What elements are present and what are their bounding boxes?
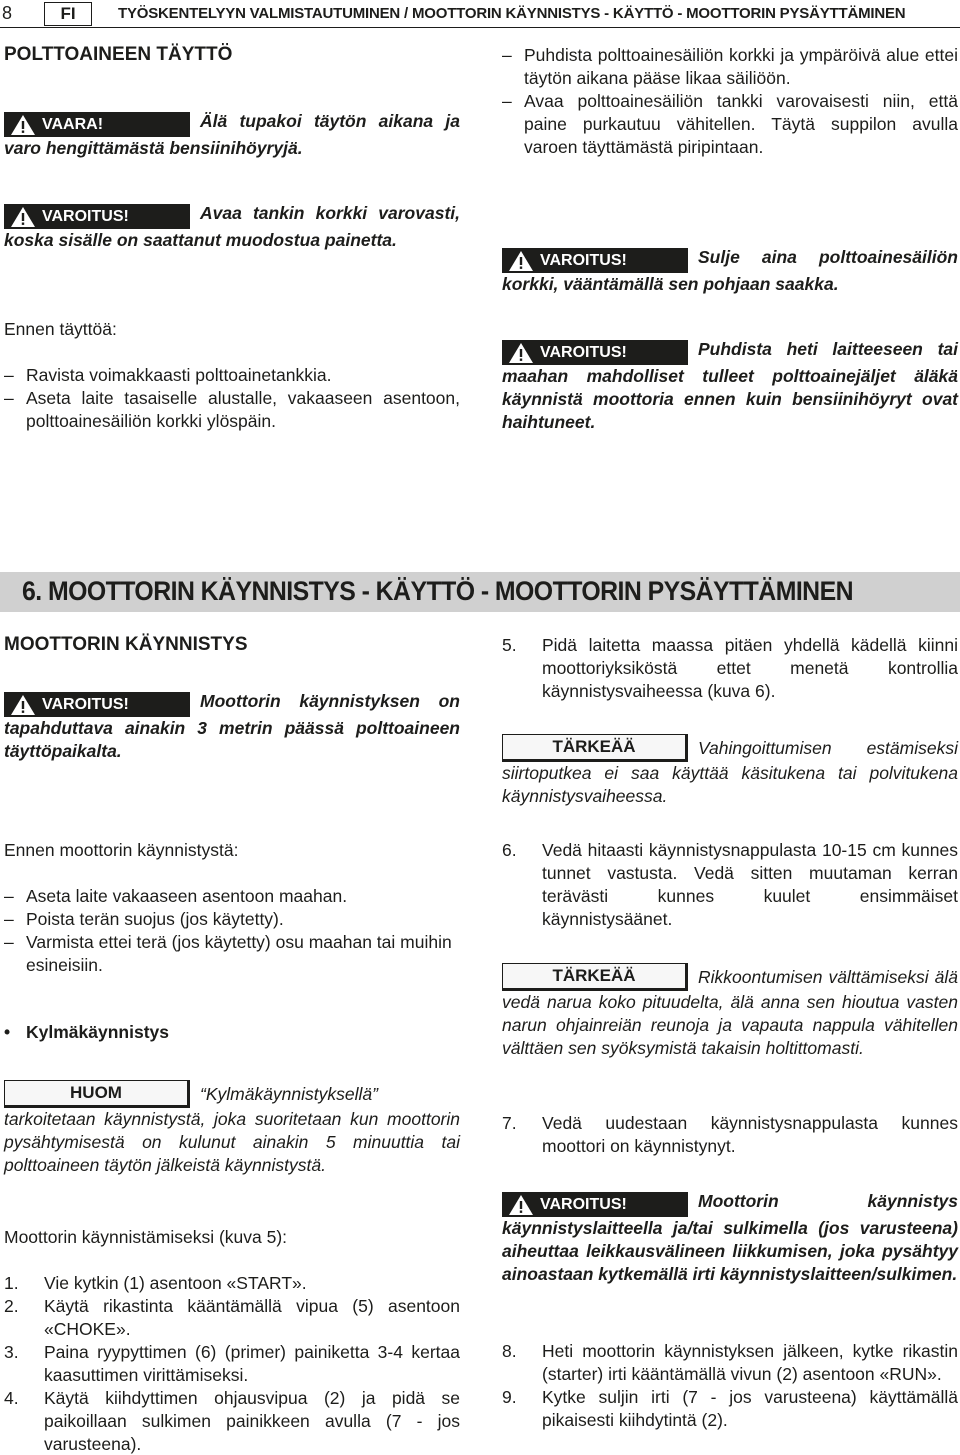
page-header (0, 0, 960, 28)
warning-label: VAROITUS! (4, 692, 190, 717)
warning-text: Avaa tankin korkki varovasti, koska sisälle on saattanut muodostua painetta. (4, 203, 460, 250)
note-label: HUOM (4, 1080, 190, 1108)
warning-triangle-icon (508, 1194, 534, 1216)
list-item: 9. Kytke suljin irti (7 - jos varusteena) käyttämällä pikaisesti kiihdytintä (2). (502, 1387, 958, 1430)
warning-notice-1 (4, 202, 460, 252)
step-5: 5. Pidä laitetta maassa pitäen yhdellä kädellä kiinni moottoriyksiköstä ettet menetä kontrollia käynnistysvaiheessa (kuva 6). (502, 635, 958, 701)
note-text: “Kylmäkäynnistyksellä” tarkoitetaan käynnistystä, joka suoritetaan kun moottorin pysähtymisestä on kulunut ainakin 5 minuuttia tai polttoaineen täytön jälkeistä käynnistystä. (4, 1084, 460, 1175)
list-item: 2. Käytä rikastinta kääntämällä vipua (5) asentoon «CHOKE». (4, 1296, 460, 1339)
list-item: – Varmista ettei terä (jos käytetty) osu maahan tai muihin esineisiin. (4, 932, 452, 975)
warning-triangle-icon (508, 250, 534, 272)
list-item: 1. Vie kytkin (1) asentoon «START». (4, 1273, 307, 1293)
warning-label: VAROITUS! (502, 248, 688, 273)
list-item: – Poista terän suojus (jos käytetty). (4, 909, 284, 929)
chapter-title: 6. MOOTTORIN KÄYNNISTYS - KÄYTTÖ - MOOTTORIN PYSÄYTTÄMINEN (22, 576, 853, 606)
warning-triangle-icon (10, 114, 36, 136)
important-text: Vahingoittumisen estämiseksi siirtoputkea ei saa käyttää käsitukena tai polvitukena käynnistysvaiheessa. (502, 738, 958, 806)
list-item: 8. Heti moottorin käynnistyksen jälkeen, kytke rikastin (starter) irti kääntämällä vivun (2) asentoon «RUN». (502, 1341, 958, 1384)
cold-start-note (4, 1080, 460, 1177)
important-text: Rikkoontumisen välttämiseksi älä vedä narua koko pituudelta, älä anna sen hioutua vasten narun ohjainreiän reunoja ja vapauta nappula vähitellen välttäen sen syöksymistä takaisin holtittomasti. (502, 967, 958, 1058)
running-head: TYÖSKENTELYYN VALMISTAUTUMINEN / MOOTTORIN KÄYNNISTYS - KÄYTTÖ - MOOTTORIN PYSÄYTTÄMINEN (118, 5, 906, 22)
list-item: – Ravista voimakkaasti polttoainetankkia. (4, 365, 332, 385)
danger-text: Älä tupakoi täytön aikana ja varo hengittämästä bensiinihöyryjä. (4, 111, 460, 158)
fuel-steps-list (502, 44, 958, 159)
list-item: 3. Paina ryypyttimen (6) (primer) painiketta 3-4 kertaa kaasuttimen virittämiseksi. (4, 1342, 460, 1385)
start-heading: MOOTTORIN KÄYNNISTYS (4, 634, 248, 655)
warning-triangle-icon (508, 342, 534, 364)
start-steps-right (502, 1340, 958, 1432)
list-item: – Aseta laite vakaaseen asentoon maahan. (4, 886, 348, 906)
list-item: – Puhdista polttoainesäiliön korkki ja ympäröivä alue ettei täytön aikana pääse likaa säiliöön. (502, 45, 958, 88)
danger-label: VAARA! (4, 112, 190, 137)
step-6: 6. Vedä hitaasti käynnistysnappulasta 10-15 cm kunnes tunnet vastusta. Vedä sitten muutaman kerran terävästi kunnes kuulet ensimmäiset käynnistysäänet. (502, 840, 958, 929)
list-item: – Avaa polttoainesäiliön tankki varovaisesti niin, että paine purkautuu vähitellen. Täytä suppilon avulla varoen täyttämästä piripintaan. (502, 91, 958, 157)
start-warning-notice-2 (502, 1190, 958, 1286)
warning-triangle-icon (10, 694, 36, 716)
warning-text: Sulje aina polttoainesäiliön korkki, vääntämällä sen pohjaan saakka. (502, 247, 958, 294)
warning-label: VAROITUS! (502, 340, 688, 365)
warning-text: Moottorin käynnistys käynnistyslaitteella ja/tai sulkimella (jos varusteena) aiheuttaa leikkausvälineen liikkumisen, joka pysähtyy ainoastaan kytkemällä irti käynnistyslaitteen/sulkimen. (502, 1191, 958, 1284)
steps-intro: Moottorin käynnistämiseksi (kuva 5): (4, 1227, 288, 1247)
important-label: TÄRKEÄÄ (502, 734, 688, 762)
before-start-list (4, 885, 460, 977)
warning-notice-3 (502, 338, 958, 434)
start-steps-left (4, 1272, 460, 1455)
language-badge: FI (44, 2, 92, 26)
warning-notice-2 (502, 246, 958, 296)
list-item: – Aseta laite tasaiselle alustalle, vakaaseen asentoon, polttoainesäiliön korkki ylöspäin. (4, 388, 460, 431)
warning-label: VAROITUS! (4, 204, 190, 229)
fuel-heading: POLTTOAINEEN TÄYTTÖ (4, 44, 233, 65)
before-fill-label: Ennen täyttöä: (4, 319, 117, 339)
step-7: 7. Vedä uudestaan käynnistysnappulasta kunnes moottori on käynnistynyt. (502, 1113, 958, 1156)
before-fill-list (4, 364, 460, 433)
cold-start-label: Kylmäkäynnistys (26, 1022, 169, 1042)
page-number: 8 (2, 3, 13, 23)
warning-text: Moottorin käynnistyksen on tapahduttava ainakin 3 metrin päässä polttoaineen täyttöpaikalta. (4, 691, 460, 761)
before-start-label: Ennen moottorin käynnistystä: (4, 840, 239, 860)
list-item: 4. Käytä kiihdyttimen ohjausvipua (2) ja pidä se paikoillaan sulkimen painikkeen avulla (7 - jos varusteena). (4, 1388, 460, 1454)
warning-text: Puhdista heti laitteeseen tai maahan mahdolliset tulleet polttoainejäljet äläkä käynnistä moottoria ennen kuin bensiinihöyryt ovat haihtuneet. (502, 339, 958, 432)
important-label: TÄRKEÄÄ (502, 963, 688, 991)
start-warning-notice (4, 690, 460, 763)
cold-start-bullet: • Kylmäkäynnistys (4, 1022, 169, 1042)
important-notice-1 (502, 734, 958, 808)
warning-triangle-icon (10, 206, 36, 228)
important-notice-2 (502, 963, 958, 1060)
warning-label: VAROITUS! (502, 1192, 688, 1217)
danger-notice (4, 110, 460, 160)
